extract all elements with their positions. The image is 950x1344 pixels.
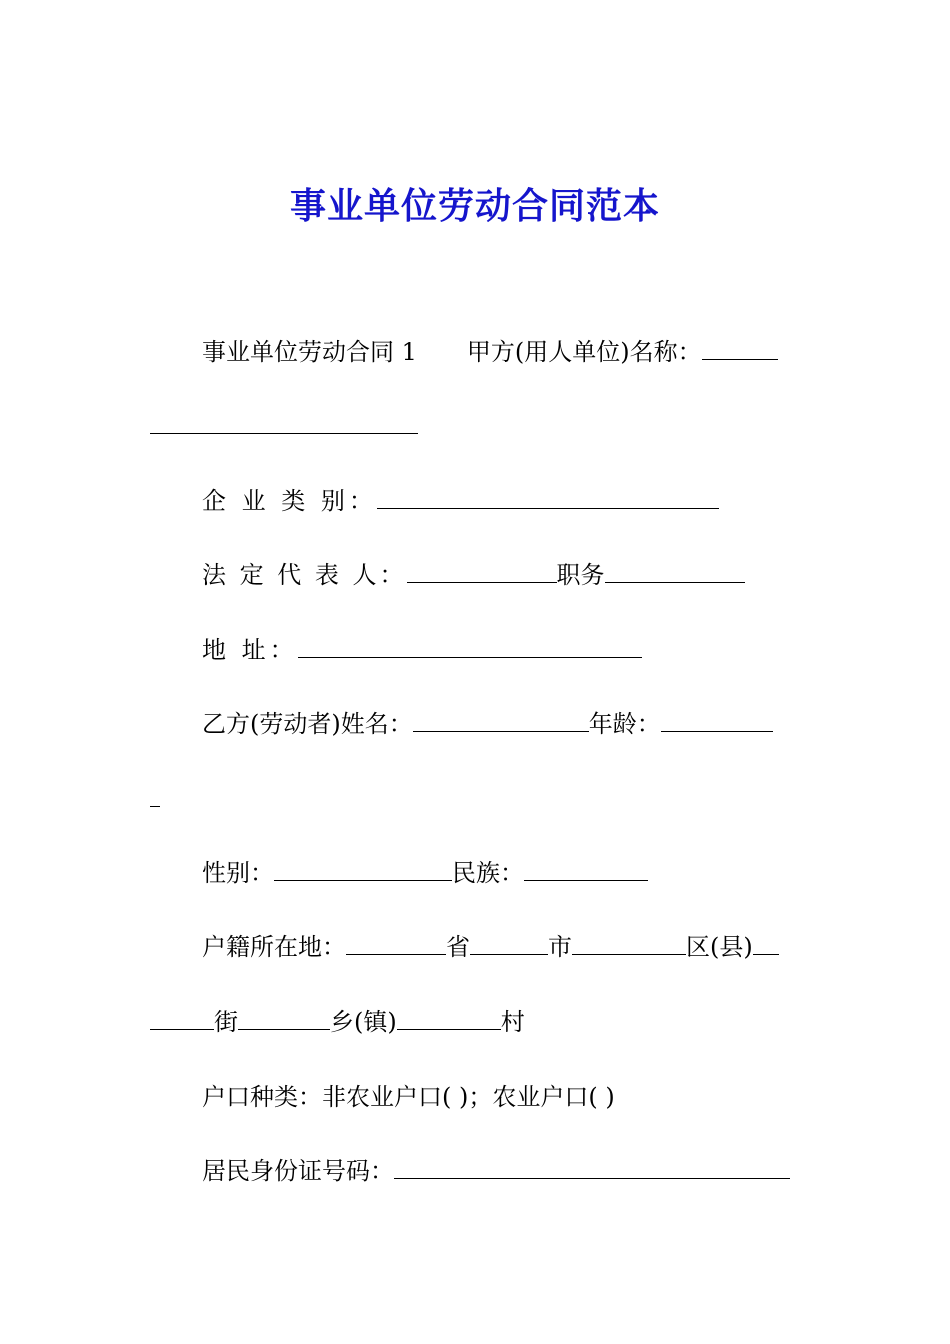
city-blank[interactable] <box>470 932 548 955</box>
household-type-label: 户口种类：非农业户口( )；农业户口( ) <box>202 1083 615 1111</box>
contract-number-label: 事业单位劳动合同 1 <box>202 338 417 366</box>
township-label: 乡(镇) <box>330 1008 397 1036</box>
ethnic-blank[interactable] <box>524 858 648 881</box>
township-blank[interactable] <box>238 1007 330 1030</box>
party-b-name-blank[interactable] <box>413 709 589 732</box>
street-label: 街 <box>214 1008 238 1036</box>
household-type-line <box>202 1081 615 1113</box>
party-a-name-blank-continued[interactable] <box>150 410 418 442</box>
address-label: 地 址： <box>202 636 298 664</box>
district-label: 区(县) <box>686 933 753 961</box>
id-number-blank[interactable] <box>394 1156 790 1179</box>
document-title: 事业单位劳动合同范本 <box>289 185 660 227</box>
enterprise-type-blank[interactable] <box>377 486 719 509</box>
legal-rep-label: 法 定 代 表 人： <box>202 561 407 589</box>
district-blank[interactable] <box>572 932 686 955</box>
province-blank[interactable] <box>346 932 446 955</box>
age-label: 年龄： <box>588 710 661 738</box>
id-number-line <box>202 1155 790 1187</box>
household-line <box>202 931 779 963</box>
street-blank-continued[interactable] <box>150 1007 214 1030</box>
village-blank[interactable] <box>397 1007 501 1030</box>
contract-heading-line <box>202 336 778 368</box>
gender-label: 性别： <box>202 859 274 887</box>
household-line-continued <box>150 1006 525 1038</box>
position-blank[interactable] <box>605 560 745 583</box>
village-label: 村 <box>500 1008 525 1036</box>
party-b-name-label: 乙方(劳动者)姓名： <box>202 710 413 738</box>
legal-rep-line <box>202 559 745 591</box>
gender-ethnic-line <box>202 857 648 889</box>
id-number-label: 居民身份证号码： <box>202 1157 394 1185</box>
enterprise-type-line <box>202 485 719 517</box>
legal-rep-blank[interactable] <box>407 560 557 583</box>
household-label: 户籍所在地： <box>202 933 346 961</box>
address-blank[interactable] <box>298 635 642 658</box>
party-a-name-label: 甲方(用人单位)名称： <box>466 338 702 366</box>
position-label: 职务 <box>556 561 605 589</box>
age-blank-continued[interactable] <box>150 783 160 815</box>
city-label: 市 <box>548 933 572 961</box>
enterprise-type-label: 企 业 类 别： <box>202 487 377 515</box>
ethnic-label: 民族： <box>452 859 524 887</box>
gender-blank[interactable] <box>274 858 452 881</box>
street-blank[interactable] <box>753 932 779 955</box>
province-label: 省 <box>446 933 470 961</box>
address-line <box>202 634 642 666</box>
party-a-name-blank[interactable] <box>702 337 778 360</box>
party-b-line <box>202 708 773 740</box>
age-blank[interactable] <box>661 709 773 732</box>
